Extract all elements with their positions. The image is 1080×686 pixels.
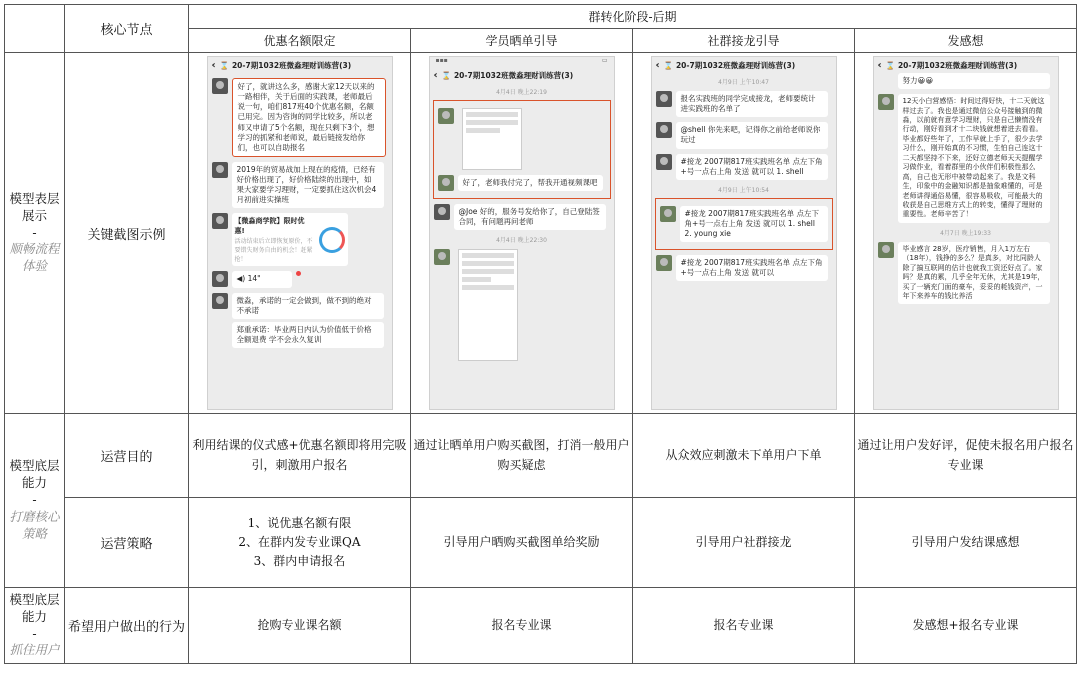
message-text: 12天小白营感悟：时间过得好快，十二天就这样过去了。我也是通过微信公众号接触到的微淼，以前就有意学习理财，只是自己懒惰没有行动，刚好看到才十二块钱就想着进去看看。毕业都好些年了，工作早就上手了，很少去学习什么，刚开始真的不习惯，生怕自己连这十二天都坚持不下来，还好立德老师天天提醒学习做作业，看着群里的小伙伴们积极性那么高，自己也无形中被带动起来了。我是文科生，印象中的金融知识都是抽象难懂的，可是老师讲得通俗易懂，很容易吸收，可能最大的收获是自己思维方式上的转变，懂得了理财的重要性。老师辛苦了！: [898, 94, 1050, 223]
message-text: 好了，老师我付完了，帮我开通视频课吧: [458, 175, 603, 191]
row-title: 模型底层能力: [9, 591, 60, 624]
highlighted-message: 好了，就讲这么多，感谢大家12天以来的一路相伴，关于后面的实践课，老师最后说一句，咱们817班40个优惠名额，名额已用完。因为咨询的同学比较多，所以老师又申请了5个名额，现在只剩下3个，想学习的抓紧和老师说，最后链接发给你们，也可以自助报名: [232, 78, 386, 157]
unread-dot-icon: [296, 271, 301, 276]
voice-icon: ◀): [236, 274, 246, 284]
chat-message: [660, 206, 828, 242]
highlight-box: [433, 100, 611, 199]
avatar: [438, 175, 454, 191]
column-header-chain: 社群接龙引导: [633, 29, 855, 53]
promo-card: [232, 213, 348, 266]
payment-screenshot-image: [458, 249, 518, 361]
chat-message: [212, 213, 388, 266]
purpose-chain: 从众效应刺激未下单用户下单: [633, 414, 855, 498]
chat-message: [656, 154, 832, 180]
chat-message: [434, 204, 610, 230]
message-text: 报名实践班的同学完成接龙，老师要统计进实践班的名单了: [676, 91, 828, 117]
chat-topbar: [208, 57, 392, 73]
strategy-item: 1、说优惠名额有限: [247, 515, 352, 530]
hourglass-icon: ⌛: [441, 70, 451, 80]
screenshot-cell-chain: [633, 53, 855, 414]
group-name: 20-7期1032班微淼理财训练营(3): [453, 70, 574, 80]
purpose-feedback: 通过让用户发好评，促使未报名用户报名专业课: [855, 414, 1077, 498]
message-text: 郑重承诺：毕业两日内认为价值低于价格全额退费 学不会永久复训: [232, 322, 384, 348]
back-icon: ‹: [433, 69, 438, 81]
avatar: [656, 91, 672, 107]
chat-message: [656, 91, 832, 117]
chat-message: [212, 293, 388, 349]
avatar: [212, 78, 228, 94]
voice-duration: 14": [247, 274, 261, 284]
chat-screenshot-showcase: [429, 56, 615, 410]
timestamp: 4月7日 晚上19:33: [940, 229, 991, 237]
timestamp: 4月4日 晚上22:19: [496, 89, 547, 96]
row-subtitle: 打磨核心策略: [9, 508, 60, 541]
behavior-label: 希望用户做出的行为: [65, 588, 189, 664]
timestamp: 4月9日 上午10:54: [718, 186, 769, 194]
strategy-item: 2、在群内发专业课QA: [238, 534, 361, 549]
row-head-surface: [5, 53, 65, 414]
stage-title: 群转化阶段-后期: [189, 5, 1077, 29]
promo-ring-icon: [319, 227, 345, 253]
message-text: 微淼，承诺的一定会做到，做不到的绝对不承诺: [232, 293, 384, 319]
chat-topbar: [652, 57, 836, 73]
back-icon: ‹: [877, 59, 882, 71]
behavior-chain: 报名专业课: [633, 588, 855, 664]
status-bar: [430, 57, 614, 67]
purpose-showcase: 通过让晒单用户购买截图，打消一般用户购买疑虑: [411, 414, 633, 498]
chat-message: [212, 271, 388, 287]
payment-screenshot-image: [462, 108, 522, 170]
key-screenshot-label: 关键截图示例: [65, 53, 189, 414]
hourglass-icon: ⌛: [663, 60, 673, 70]
chat-message: [212, 78, 388, 157]
avatar: [212, 293, 228, 309]
row-dash: -: [32, 625, 37, 641]
group-name: 20-7期1032班微淼理财训练营(3): [231, 60, 352, 70]
message-text: 努力😀😀: [898, 73, 1050, 89]
message-text: #接龙 2007期817班实践班名单 点左下角+号一点右上角 发送 就可以 1. shell 2. young xie: [680, 206, 828, 242]
row-head-capture-user: [5, 588, 65, 664]
battery-icon: ▭: [601, 57, 608, 64]
row-head-core-strategy: [5, 414, 65, 588]
column-header-quota: 优惠名额限定: [189, 29, 411, 53]
signal-icon: ▪▪▪: [435, 57, 448, 64]
strategy-item: 3、群内申请报名: [253, 554, 346, 569]
strategy-quota: [189, 498, 411, 588]
avatar: [656, 255, 672, 271]
behavior-showcase: 报名专业课: [411, 588, 633, 664]
row-dash: -: [32, 224, 37, 240]
voice-message: [232, 271, 292, 287]
avatar: [434, 249, 450, 265]
chat-screenshot-quota: [207, 56, 393, 410]
chat-screenshot-chain: [651, 56, 837, 410]
purpose-label: 运营目的: [65, 414, 189, 498]
chat-message: [656, 122, 832, 148]
timestamp: 4月4日 晚上22:30: [496, 237, 547, 245]
avatar: [212, 271, 228, 287]
promo-subtitle: 活动结束后立即恢复原价，不要错失财务自由的机会！赶紧抢！: [234, 238, 313, 264]
message-text: @shell 你先来吧，记得你之前给老师说你玩过: [676, 122, 828, 148]
hourglass-icon: ⌛: [219, 60, 229, 70]
avatar: [212, 162, 228, 178]
avatar: [660, 206, 676, 222]
avatar: [212, 213, 228, 229]
avatar: [434, 204, 450, 220]
chat-message: [434, 249, 610, 361]
purpose-quota: 利用结课的仪式感+优惠名额即将用完吸引，刺激用户报名: [189, 414, 411, 498]
behavior-quota: 抢购专业课名额: [189, 588, 411, 664]
row-subtitle: 顺畅流程体验: [9, 241, 60, 274]
strategy-showcase: 引导用户晒购买截图单给奖励: [411, 498, 633, 588]
back-icon: ‹: [211, 59, 216, 71]
screenshot-cell-quota: [189, 53, 411, 414]
message-text: #接龙 2007期817班实践班名单 点左下角+号一点右上角 发送 就可以: [676, 255, 828, 281]
chat-message: [878, 94, 1054, 223]
group-name: 20-7期1032班微淼理财训练营(3): [675, 60, 796, 70]
corner-cell: [5, 5, 65, 53]
promo-title: 【微淼商学院】限时优惠!: [234, 217, 305, 236]
core-node-header: 核心节点: [65, 5, 189, 53]
group-name: 20-7期1032班微淼理财训练营(3): [897, 60, 1018, 70]
strategy-chain: 引导用户社群接龙: [633, 498, 855, 588]
chat-topbar: [874, 57, 1058, 73]
row-title: 模型底层能力: [9, 458, 60, 491]
column-header-feedback: 发感想: [855, 29, 1077, 53]
row-title: 模型表层展示: [9, 190, 60, 223]
chat-message: [438, 175, 606, 191]
strategy-feedback: 引导用户发结课感想: [855, 498, 1077, 588]
chat-message: [212, 162, 388, 209]
screenshot-cell-feedback: [855, 53, 1077, 414]
chat-message: [656, 255, 832, 281]
chat-topbar: [430, 67, 614, 83]
message-text: @Joe 好的，服务号发给你了，自己登陆签合同，有问题再问老师: [454, 204, 606, 230]
row-subtitle: 抓住用户: [9, 642, 60, 658]
highlight-box: [655, 198, 833, 250]
avatar: [438, 108, 454, 124]
column-header-showcase: 学员晒单引导: [411, 29, 633, 53]
avatar: [656, 154, 672, 170]
message-text: 毕业感言 28岁，医疗销售，月入1万左右（18年），钱挣的多么？是真多，对比同龄人除了搞互联网的估计也就我工资还好点了。家吗？是真的累，几乎全年无休，尤其是19年，买了一辆充门面的豪车，妥妥的耗钱资产，一年下来养车的钱比养活: [898, 242, 1050, 305]
message-text: 2019年的贸易战加上现在的疫情，已经有好价格出现了，好价格陆续的出现中，如果大家要学习理财，一定要抓住这次机会4月初前进实操班: [232, 162, 384, 209]
avatar: [878, 242, 894, 258]
screenshot-cell-showcase: [411, 53, 633, 414]
behavior-feedback: 发感想+报名专业课: [855, 588, 1077, 664]
chat-screenshot-feedback: [873, 56, 1059, 410]
row-dash: -: [32, 492, 37, 508]
back-icon: ‹: [655, 59, 660, 71]
conversion-model-table: [4, 4, 1077, 664]
timestamp: 4月9日 上午10:47: [718, 79, 769, 86]
strategy-label: 运营策略: [65, 498, 189, 588]
chat-message: [878, 242, 1054, 305]
hourglass-icon: ⌛: [885, 60, 895, 70]
avatar: [656, 122, 672, 138]
avatar: [878, 94, 894, 110]
chat-message: [438, 108, 606, 170]
message-text: #接龙 2007期817班实践班名单 点左下角+号一点右上角 发送 就可以 1. shell: [676, 154, 828, 180]
